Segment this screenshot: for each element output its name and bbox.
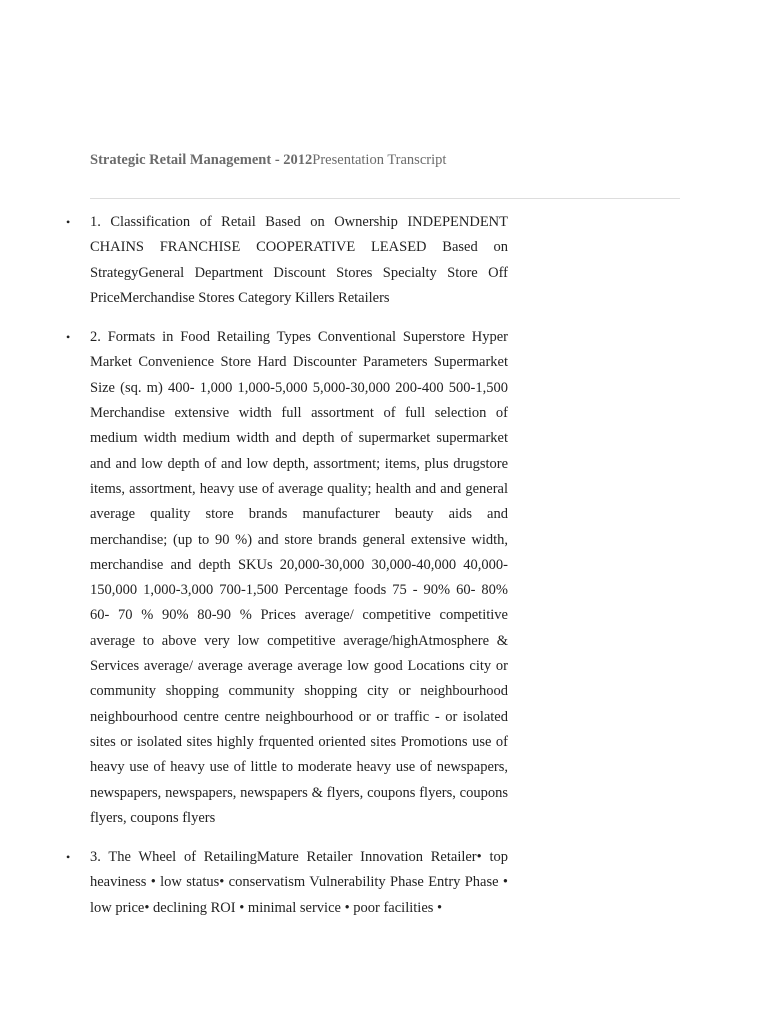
transcript-list <box>66 210 508 935</box>
page-header <box>90 151 680 169</box>
transcript-text: 2. Formats in Food Retailing Types Conventional Superstore Hyper Market Convenience Store Hard Discounter Parameters Supermarket Size (sq. m) 400- 1,000 1,000-5,000 5,000-30,000 200-400 500-1,500 Merchandise extensive width full assortment of full selection of medium width medium width and depth of supermarket supermarket and and low depth of and low depth, assortment; items, plus drugstore items, assortment, heavy use of average quality; health and and general average quality store brands manufacturer beauty aids and merchandise; (up to 90 %) and store brands general extensive width, merchandise and depth SKUs 20,000-30,000 30,000-40,000 40,000-150,000 1,000-3,000 700-1,500 Percentage foods 75 - 90% 60- 80% 60- 70 % 90% 80-90 % Prices average/ competitive competitive average to above very low competitive average/highAtmosphere & Services average/ average average average low good Locations city or community shopping community shopping city or neighbourhood neighbourhood centre centre neighbourhood or or traffic - or isolated sites or isolated sites highly frquented oriented sites Promotions use of heavy use of heavy use of little to moderate heavy use of newspapers, newspapers, newspapers, newspapers & flyers, coupons flyers, coupons flyers, coupons flyers <box>90 329 508 826</box>
transcript-item-2 <box>66 325 508 831</box>
transcript-text: 3. The Wheel of RetailingMature Retailer Innovation Retailer• top heaviness • low status• conservatism Vulnerability Phase Entry Phase • low price• declining ROI • minimal service • poor facilities • <box>90 849 508 916</box>
bullet-icon: • <box>66 215 71 229</box>
transcript-text: 1. Classification of Retail Based on Ownership INDEPENDENT CHAINS FRANCHISE COOPERATIVE LEASED Based on StrategyGeneral Department Discount Stores Specialty Store Off PriceMerchandise Stores Category Killers Retailers <box>90 214 508 306</box>
transcript-item-1 <box>66 210 508 311</box>
presentation-subtitle: Presentation Transcript <box>312 152 447 168</box>
header-divider <box>90 198 680 199</box>
bullet-icon: • <box>66 330 71 345</box>
bullet-icon: • <box>66 850 71 865</box>
transcript-item-3 <box>66 845 508 921</box>
presentation-title: Strategic Retail Management - 2012 <box>90 152 313 168</box>
